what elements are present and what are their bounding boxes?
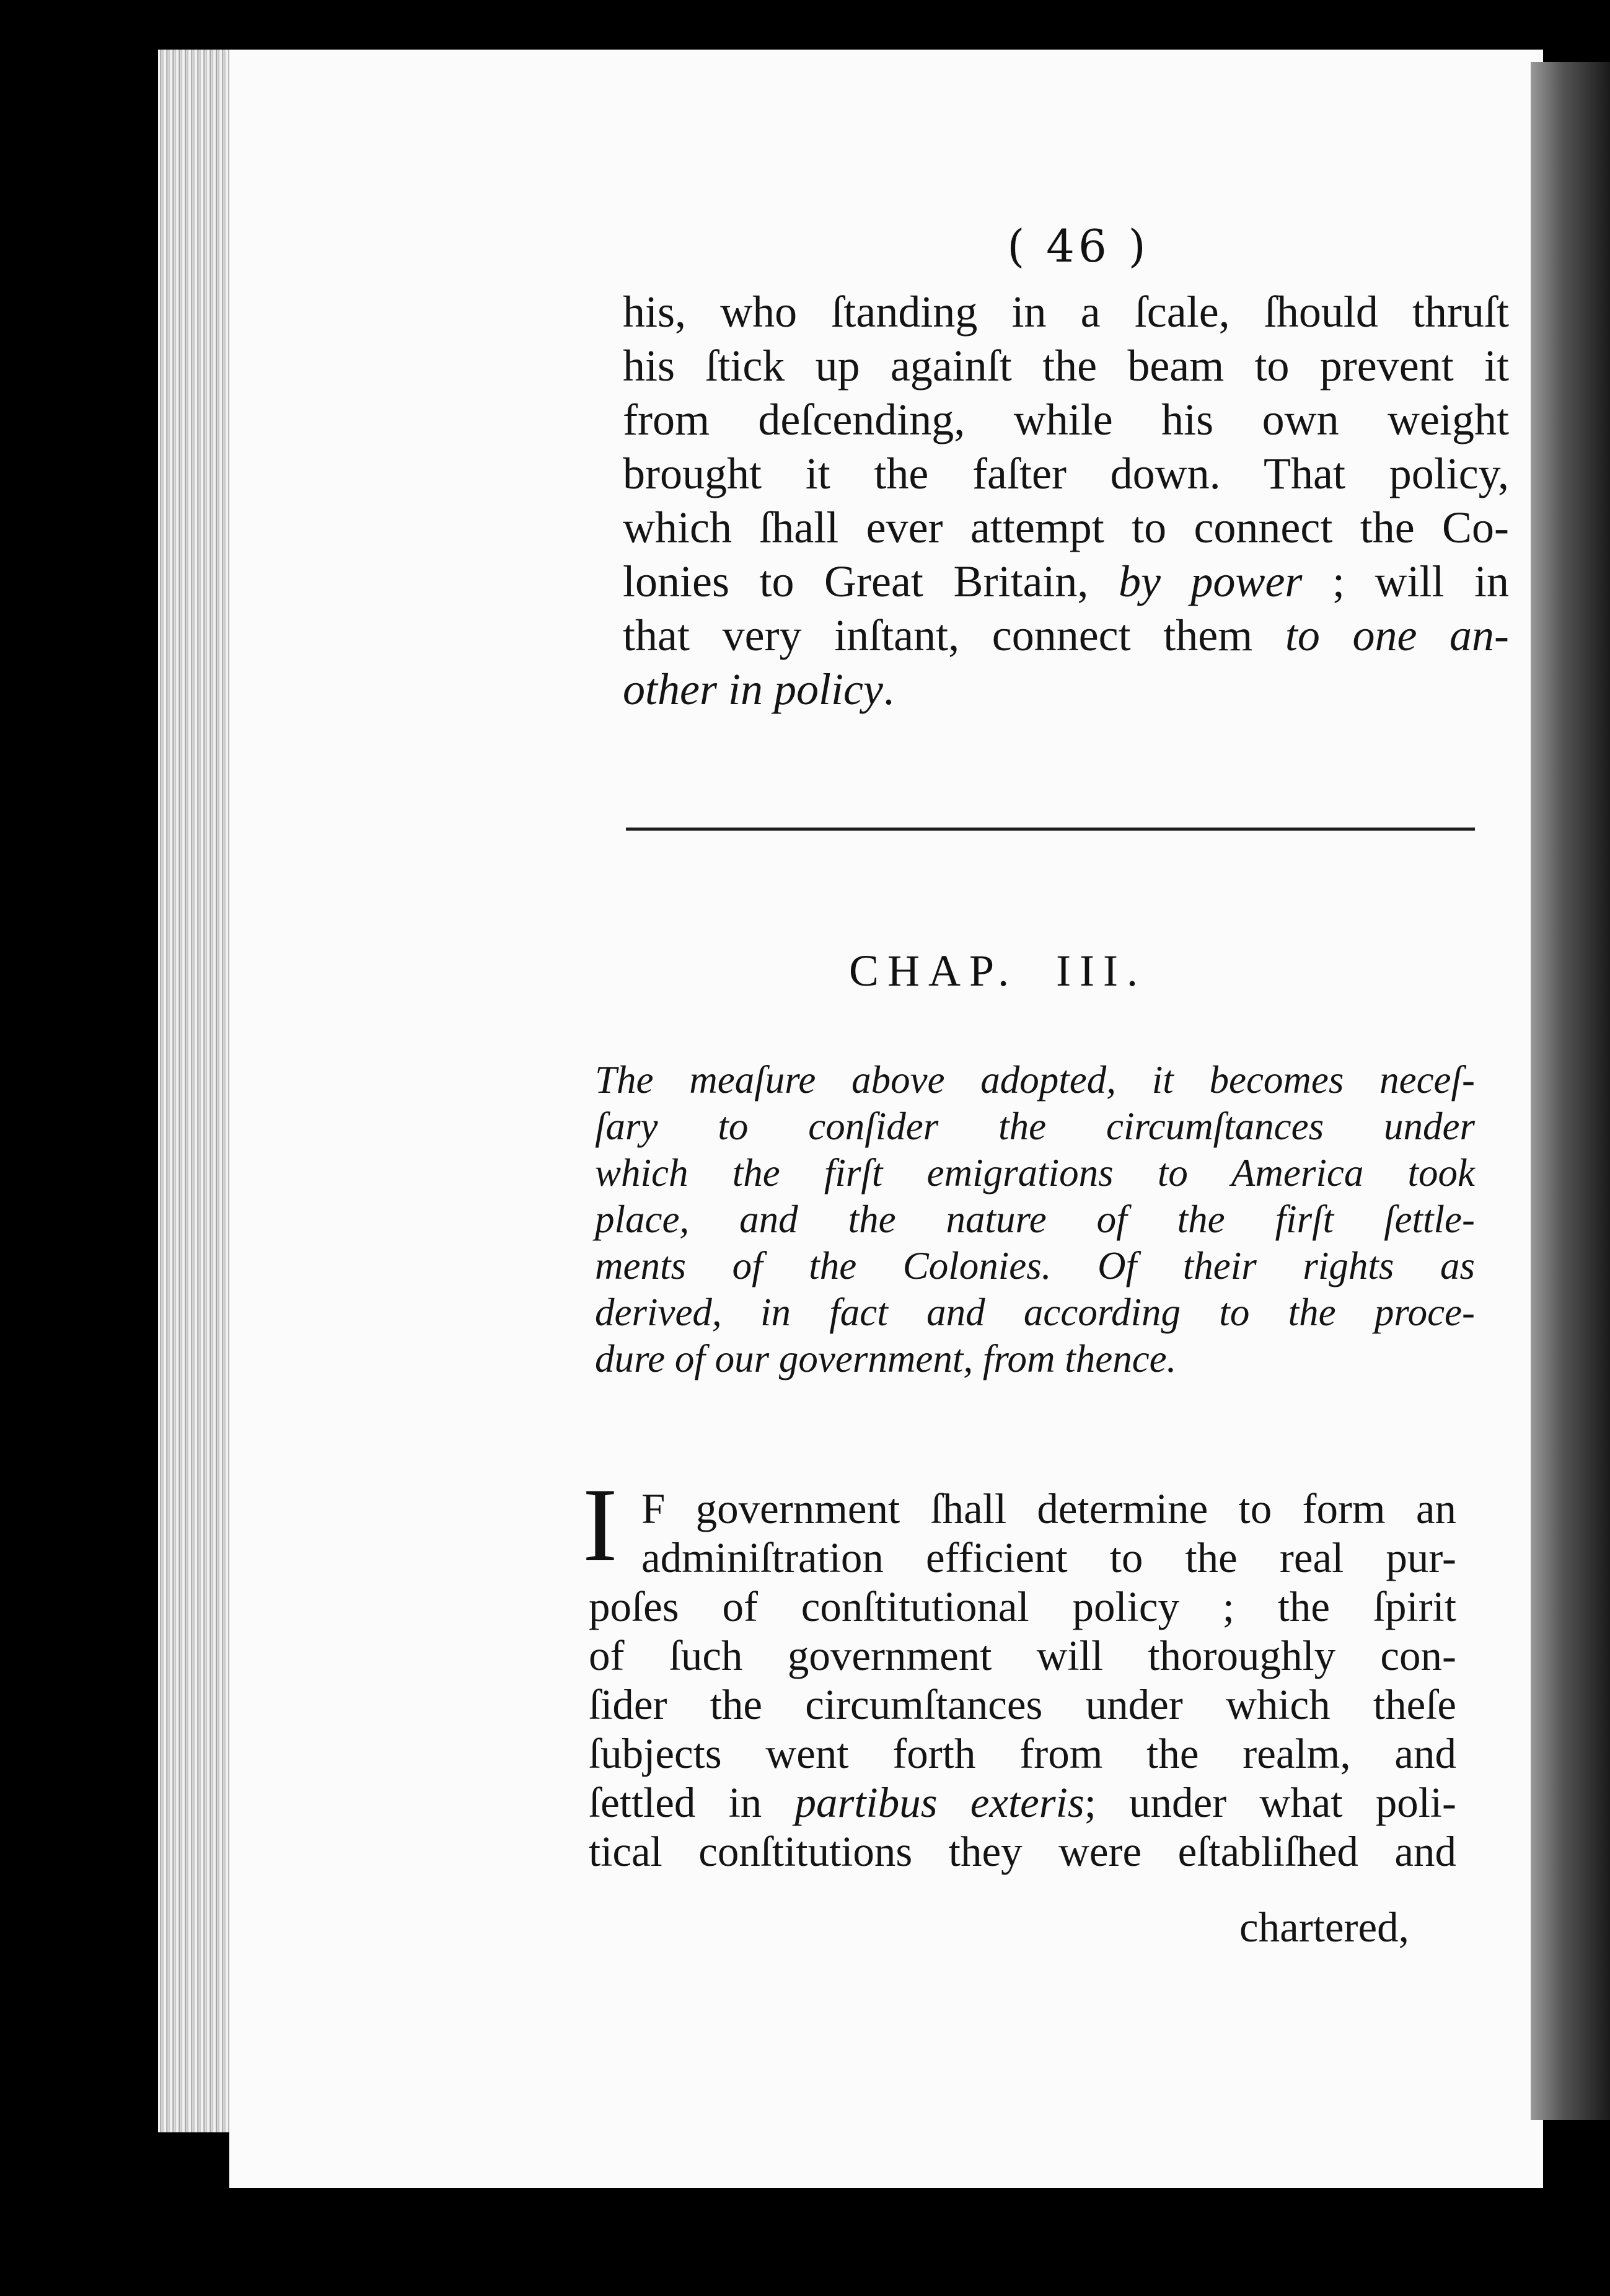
text-line: ments of the Colonies. Of their rights as <box>595 1244 1475 1287</box>
text-run: lonies to Great Britain, <box>623 557 1119 606</box>
italic-text: other in policy <box>623 665 883 714</box>
text-line: ſubjects went forth from the realm, and <box>589 1730 1456 1777</box>
text-line: derived, in fact and according to the proce- <box>595 1291 1475 1334</box>
italic-text: partibus exteris <box>794 1779 1084 1826</box>
text-line: his, who ſtanding in a ſcale, ſhould thruſt <box>623 287 1509 337</box>
text-line-mixed <box>623 555 1509 609</box>
text-line: dure of our government, from thence. <box>595 1337 1177 1380</box>
text-line-mixed <box>589 1778 1456 1827</box>
catchword: chartered, <box>1239 1904 1409 1951</box>
text-line: ſider the circumſtances under which theſe <box>589 1681 1456 1728</box>
text-run: that very inſtant, connect them <box>623 611 1285 660</box>
chapter-summary <box>595 1057 1475 1382</box>
text-line: adminiſtration efficient to the real pur- <box>641 1534 1456 1581</box>
chapter-heading: CHAP. III. <box>849 946 1147 996</box>
text-line-mixed <box>623 609 1509 663</box>
text-line: his ſtick up againſt the beam to prevent it <box>623 341 1509 391</box>
body-paragraph <box>589 1485 1456 1876</box>
section-rule <box>626 828 1475 831</box>
page-edges <box>158 50 232 2132</box>
drop-cap: I <box>583 1467 618 1583</box>
italic-text: to one an- <box>1285 611 1510 660</box>
page-number: ( 46 ) <box>1007 220 1150 272</box>
text-line: of ſuch government will thoroughly con- <box>589 1632 1456 1679</box>
italic-text: by power <box>1118 557 1303 606</box>
text-line: The meaſure above adopted, it becomes neceſ- <box>595 1058 1475 1102</box>
text-line: place, and the nature of the firſt ſettle- <box>595 1198 1475 1241</box>
text-line: brought it the faſter down. That policy, <box>623 449 1509 498</box>
text-line: F government ſhall determine to form an <box>641 1485 1456 1532</box>
text-run: ; under what poli- <box>1084 1779 1457 1826</box>
text-run: ſettled in <box>589 1779 795 1826</box>
text-line: poſes of conſtitutional policy ; the ſpirit <box>589 1583 1456 1630</box>
text-run: . <box>882 665 894 714</box>
book-gutter-shadow <box>1531 62 1610 2120</box>
text-line: which ſhall ever attempt to connect the Co- <box>623 503 1509 552</box>
text-line-mixed <box>623 663 1509 717</box>
text-line: tical conſtitutions they were eſtabliſhed and <box>589 1828 1456 1875</box>
text-line: from deſcending, while his own weight <box>623 395 1509 444</box>
text-run: ; will in <box>1332 557 1510 606</box>
text-line: ſary to conſider the circumſtances under <box>595 1105 1475 1148</box>
continued-paragraph <box>623 285 1509 717</box>
text-line: which the firſt emigrations to America took <box>595 1151 1475 1194</box>
